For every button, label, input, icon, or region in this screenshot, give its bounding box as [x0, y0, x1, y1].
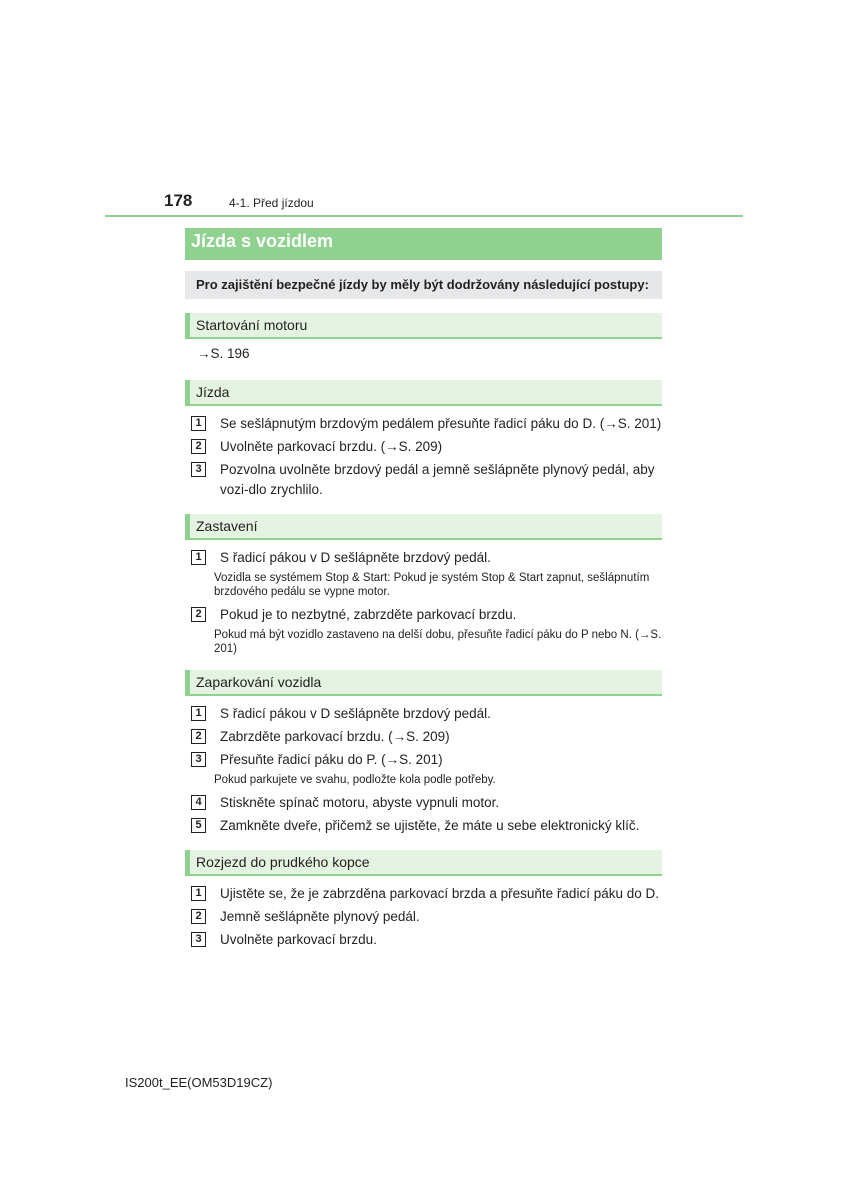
- section-zaparkovani: [185, 670, 662, 836]
- step-item: [185, 460, 662, 500]
- section-zastaveni: [185, 514, 662, 656]
- step-number-badge: 5: [191, 818, 206, 833]
- step-text: Uvolněte parkovací brzdu.: [220, 932, 377, 947]
- manual-code: IS200t_EE(OM53D19CZ): [125, 1075, 273, 1090]
- step-item: [185, 907, 662, 927]
- step-note: Pokud má být vozidlo zastaveno na delší dobu, přesuňte řadicí páku do P nebo N. (→S. 201): [214, 629, 662, 655]
- step-item: [185, 930, 662, 950]
- step-note: Vozidla se systémem Stop & Start: Pokud je systém Stop & Start zapnut, sešlápnutím brzdového pedálu se vypne motor.: [214, 572, 650, 598]
- step-text: Pozvolna uvolněte brzdový pedál a jemně sešlápněte plynový pedál, aby vozi-dlo zrychlilo.: [220, 462, 655, 497]
- header-rule: [105, 215, 743, 217]
- step-item: [185, 816, 662, 836]
- step-item: [185, 704, 662, 724]
- step-list: [185, 884, 662, 950]
- step-text: Stiskněte spínač motoru, abyste vypnuli motor.: [220, 795, 500, 810]
- step-item: [185, 750, 662, 770]
- step-number-badge: 3: [191, 752, 206, 767]
- step-number-badge: 1: [191, 550, 206, 565]
- step-text: S řadicí pákou v D sešlápněte brzdový pedál.: [220, 550, 491, 565]
- step-item: [185, 437, 662, 457]
- page-content: [185, 228, 662, 953]
- step-item: [185, 793, 662, 813]
- step-item: [185, 548, 662, 568]
- step-text: Pokud je to nezbytné, zabrzděte parkovací brzdu.: [220, 607, 517, 622]
- step-list: [185, 414, 662, 500]
- step-item: [185, 884, 662, 904]
- step-text: S řadicí pákou v D sešlápněte brzdový pedál.: [220, 706, 491, 721]
- section-heading: Zaparkování vozidla: [185, 670, 662, 696]
- step-number-badge: 2: [191, 439, 206, 454]
- step-number-badge: 3: [191, 932, 206, 947]
- step-number-badge: 1: [191, 416, 206, 431]
- page-title: Jízda s vozidlem: [185, 228, 662, 260]
- intro-box: Pro zajištění bezpečné jízdy by měly být dodržovány následující postupy:: [185, 271, 662, 299]
- step-item: [185, 414, 662, 434]
- step-list: [185, 548, 662, 656]
- section-heading: Zastavení: [185, 514, 662, 540]
- chapter-title: 4-1. Před jízdou: [229, 196, 314, 210]
- step-item: [185, 727, 662, 747]
- section-heading: Startování motoru: [185, 313, 662, 339]
- step-text: Jemně sešlápněte plynový pedál.: [220, 909, 420, 924]
- section-jizda: [185, 380, 662, 500]
- step-text: Se sešlápnutým brzdovým pedálem přesuňte řadicí páku do D. (→S. 201): [220, 416, 662, 431]
- step-item: [185, 605, 662, 625]
- page-reference: →S. 196: [197, 346, 250, 361]
- page-number: 178: [164, 191, 193, 210]
- section-heading: Jízda: [185, 380, 662, 406]
- step-number-badge: 2: [191, 909, 206, 924]
- step-number-badge: 2: [191, 729, 206, 744]
- step-number-badge: 2: [191, 607, 206, 622]
- step-text: Uvolněte parkovací brzdu. (→S. 209): [220, 439, 443, 454]
- section-rozjezd: [185, 850, 662, 950]
- step-text: Zamkněte dveře, přičemž se ujistěte, že máte u sebe elektronický klíč.: [220, 818, 640, 833]
- step-text: Zabrzděte parkovací brzdu. (→S. 209): [220, 729, 450, 744]
- step-number-badge: 4: [191, 795, 206, 810]
- section-heading: Rozjezd do prudkého kopce: [185, 850, 662, 876]
- step-number-badge: 1: [191, 706, 206, 721]
- step-text: Ujistěte se, že je zabrzděna parkovací brzda a přesuňte řadicí páku do D.: [220, 886, 659, 901]
- step-text: Přesuňte řadicí páku do P. (→S. 201): [220, 752, 443, 767]
- step-list: [185, 704, 662, 836]
- step-note: Pokud parkujete ve svahu, podložte kola podle potřeby.: [214, 774, 496, 786]
- step-number-badge: 3: [191, 462, 206, 477]
- section-startovani: [185, 313, 662, 366]
- step-number-badge: 1: [191, 886, 206, 901]
